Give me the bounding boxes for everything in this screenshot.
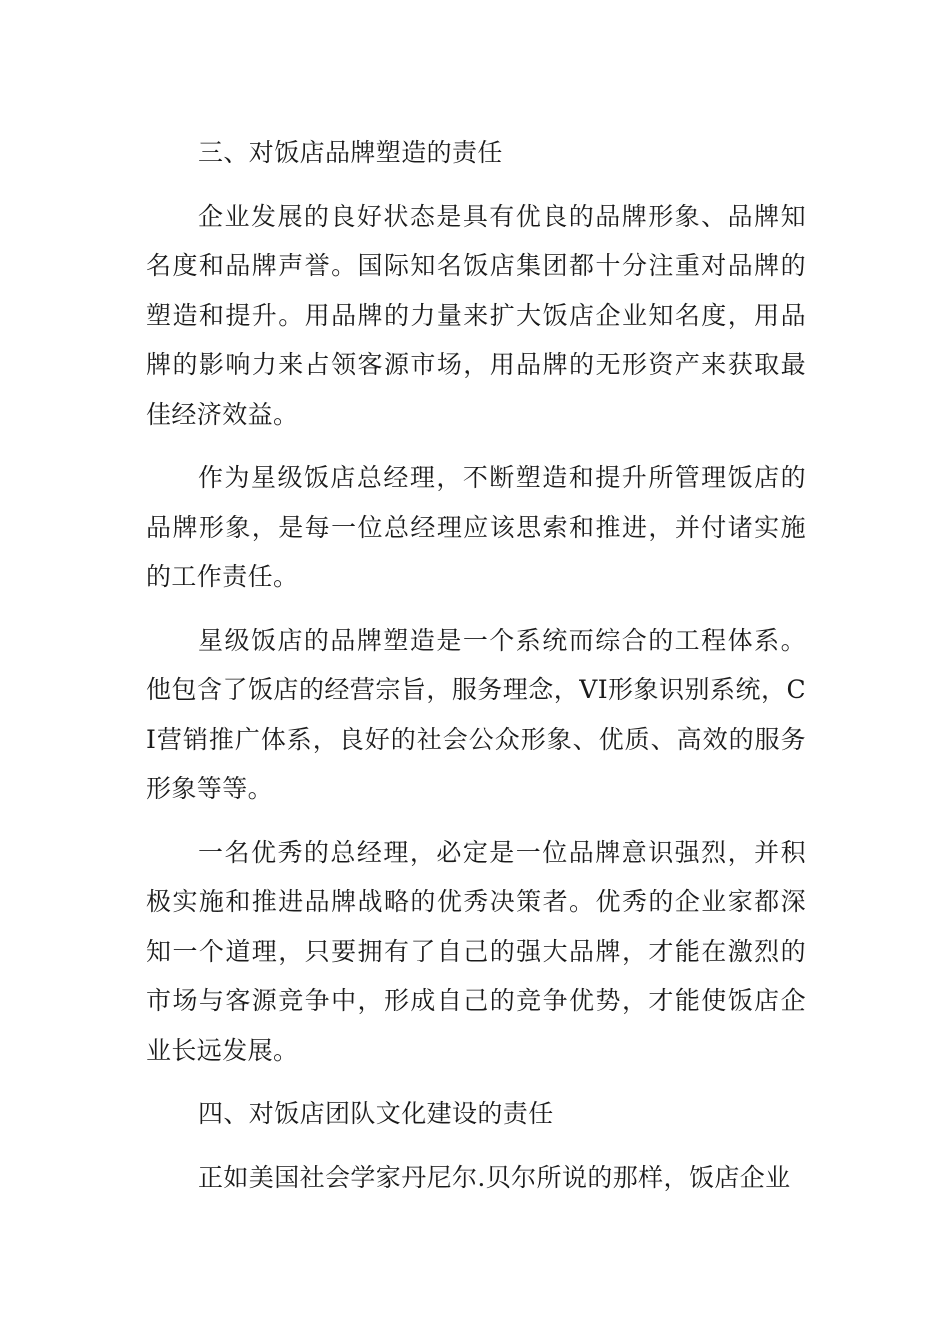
paragraph-brand-state: 企业发展的良好状态是具有优良的品牌形象、品牌知名度和品牌声誉。国际知名饭店集团都十分注重对品牌的塑造和提升。用品牌的力量来扩大饭店企业知名度，用品牌的影响力来占领客源市场，用品牌的无形资产来获取最佳经济效益。 xyxy=(146,201,806,429)
section-heading-4: 四、对饭店团队文化建设的责任 xyxy=(198,1099,554,1128)
paragraph-gm-responsibility: 作为星级饭店总经理，不断塑造和提升所管理饭店的品牌形象，是每一位总经理应该思索和推进，并付诸实施的工作责任。 xyxy=(146,463,806,591)
paragraph-brand-system: 星级饭店的品牌塑造是一个系统而综合的工程体系。他包含了饭店的经营宗旨，服务理念，VI形象识别系统，CI营销推广体系，良好的社会公众形象、优质、高效的服务形象等等。 xyxy=(146,625,806,803)
document-body xyxy=(146,128,806,1216)
paragraph-team-culture: 正如美国社会学家丹尼尔.贝尔所说的那样，饭店企业 xyxy=(198,1162,791,1192)
section-heading-3: 三、对饭店品牌塑造的责任 xyxy=(198,138,503,167)
paragraph-excellent-gm: 一名优秀的总经理，必定是一位品牌意识强烈，并积极实施和推进品牌战略的优秀决策者。优秀的企业家都深知一个道理，只要拥有了自己的强大品牌，才能在激烈的市场与客源竞争中，形成自己的竞争优势，才能使饭店企业长远发展。 xyxy=(146,837,806,1065)
